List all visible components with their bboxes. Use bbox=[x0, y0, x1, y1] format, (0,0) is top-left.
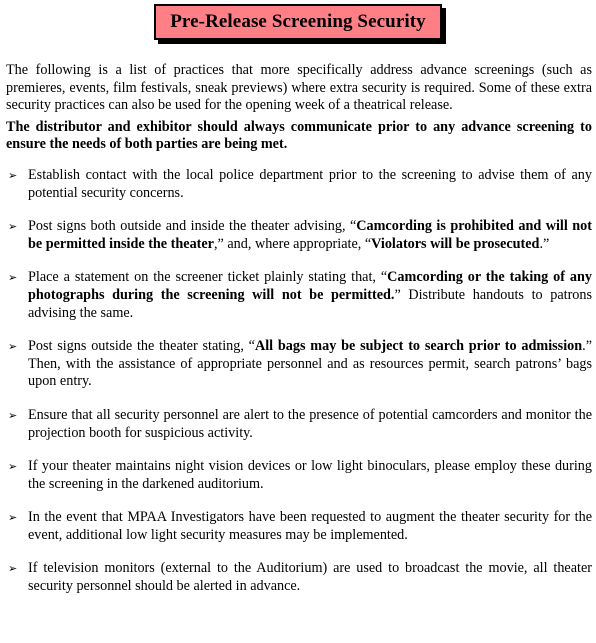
practice-list bbox=[6, 167, 592, 596]
item-emphasis: All bags may be subject to search prior to admission bbox=[254, 338, 583, 355]
list-item bbox=[6, 458, 592, 493]
arrow-bullet-icon: ➢ bbox=[8, 340, 18, 354]
title-container bbox=[0, 4, 596, 40]
arrow-bullet-icon: ➢ bbox=[8, 408, 18, 422]
list-item bbox=[6, 167, 592, 202]
item-text: .” Then, with the assistance of appropriate personnel and as resources permit, search patrons’ bags upon entry. bbox=[28, 338, 592, 390]
intro-paragraph: The following is a list of practices that more specifically address advance screenings (such as premieres, events, film festivals, sneak previews) where extra security is required. Some of these extra security practices can also be used for the opening week of a theatrical release. bbox=[6, 62, 592, 114]
list-item bbox=[6, 509, 592, 544]
arrow-bullet-icon: ➢ bbox=[8, 511, 18, 525]
item-text: Post signs outside the theater stating, “ bbox=[28, 338, 255, 355]
list-item bbox=[6, 218, 592, 253]
item-emphasis: Violators will be prosecuted bbox=[371, 235, 540, 252]
item-emphasis: Camcording is prohibited and will not be permitted inside the theater bbox=[28, 218, 592, 252]
arrow-bullet-icon: ➢ bbox=[8, 271, 18, 285]
item-text: .” bbox=[539, 235, 550, 252]
item-text: Establish contact with the local police department prior to the screening to advise them of any potential security concerns. bbox=[28, 166, 592, 201]
lead-statement: The distributor and exhibitor should always communicate prior to any advance screening to ensure the needs of both parties are being met. bbox=[6, 118, 592, 153]
arrow-bullet-icon: ➢ bbox=[8, 220, 18, 234]
list-item bbox=[6, 407, 592, 442]
item-text: Place a statement on the screener ticket plainly stating that, “ bbox=[28, 269, 388, 286]
arrow-bullet-icon: ➢ bbox=[8, 460, 18, 474]
list-item bbox=[6, 338, 592, 391]
arrow-bullet-icon: ➢ bbox=[8, 562, 18, 576]
item-text: If your theater maintains night vision devices or low light binoculars, please employ these during the screening in the darkened auditorium. bbox=[28, 458, 592, 492]
item-emphasis: Camcording or the taking of any photographs during the screening will not be permitted. bbox=[28, 269, 592, 303]
item-text: Post signs both outside and inside the theater advising, “ bbox=[28, 218, 357, 235]
arrow-bullet-icon: ➢ bbox=[8, 168, 18, 182]
item-text: In the event that MPAA Investigators have been requested to augment the theater security for the event, additional low light security measures may be implemented. bbox=[28, 509, 592, 543]
document-body bbox=[6, 62, 592, 612]
item-text: ,” and, where appropriate, “ bbox=[213, 235, 372, 252]
item-text: If television monitors (external to the Auditorium) are used to broadcast the movie, all theater security personnel should be alerted in advance. bbox=[28, 560, 592, 595]
page-title: Pre-Release Screening Security bbox=[154, 4, 442, 40]
item-text: Ensure that all security personnel are alert to the presence of potential camcorders and monitor the projection booth for suspicious activity. bbox=[28, 406, 592, 441]
list-item bbox=[6, 560, 592, 595]
item-text: ” Distribute handouts to patrons advising the same. bbox=[28, 286, 593, 321]
list-item bbox=[6, 269, 592, 322]
